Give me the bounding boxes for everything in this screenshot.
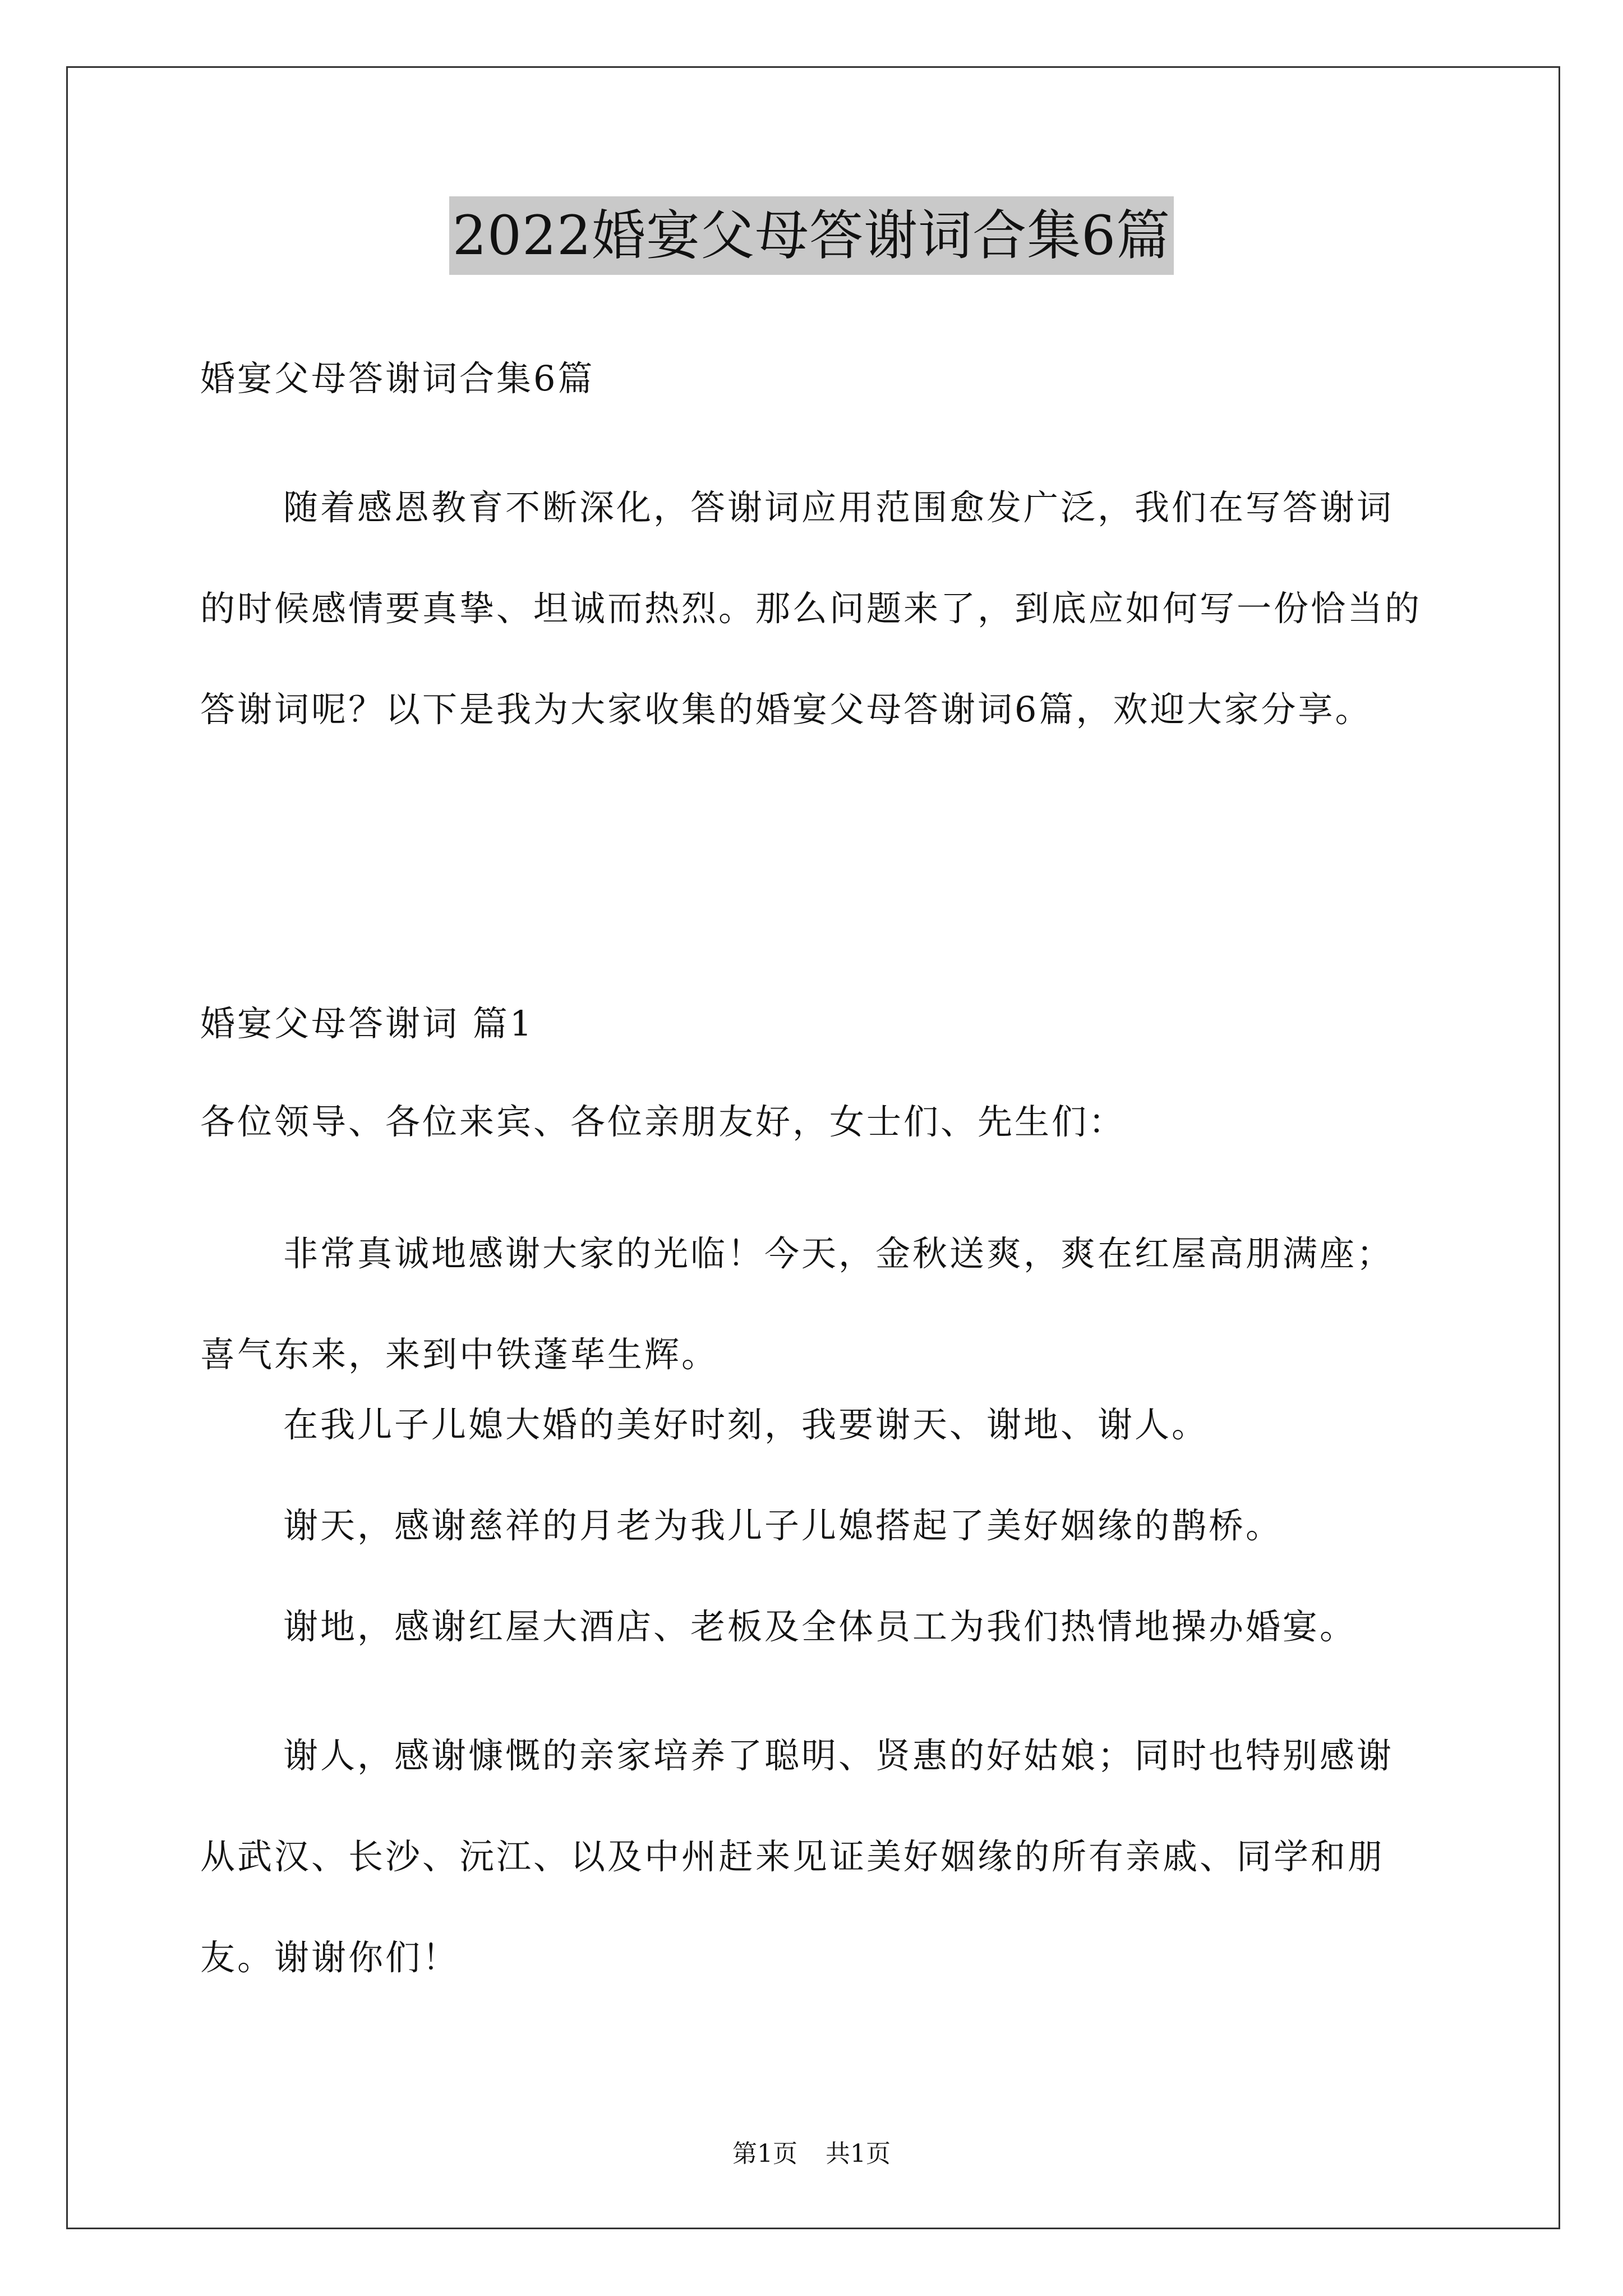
paragraph: 非常真诚地感谢大家的光临！今天，金秋送爽，爽在红屋高朋满座；喜气东来，来到中铁蓬荜生辉。 — [200, 1233, 1394, 1375]
page-footer — [0, 2137, 1623, 2171]
greeting-line: 各位领导、各位来宾、各位亲朋友好，女士们、先生们： — [200, 1101, 1126, 1142]
paragraph: 谢天，感谢慈祥的月老为我儿子儿媳搭起了美好姻缘的鹊桥。 — [283, 1505, 1283, 1546]
page-number-total: 共1页 — [826, 2139, 891, 2168]
document-title: 2022婚宴父母答谢词合集6篇 — [449, 196, 1174, 275]
title-container — [0, 196, 1623, 275]
paragraph: 在我儿子儿媳大婚的美好时刻，我要谢天、谢地、谢人。 — [283, 1404, 1209, 1445]
intro-paragraph: 随着感恩教育不断深化，答谢词应用范围愈发广泛，我们在写答谢词的时候感情要真挚、坦诚而热烈。那么问题来了，到底应如何写一份恰当的答谢词呢？以下是我为大家收集的婚宴父母答谢词6篇，欢迎大家分享。 — [200, 487, 1422, 730]
document-subtitle: 婚宴父母答谢词合集6篇 — [200, 358, 595, 399]
paragraph: 谢地，感谢红屋大酒店、老板及全体员工为我们热情地操办婚宴。 — [283, 1606, 1357, 1647]
section-heading: 婚宴父母答谢词 篇1 — [200, 1003, 534, 1044]
page-number-current: 第1页 — [732, 2139, 797, 2168]
paragraph: 谢人，感谢慷慨的亲家培养了聪明、贤惠的好姑娘；同时也特别感谢从武汉、长沙、沅江、以及中州赶来见证美好姻缘的所有亲戚、同学和朋友。谢谢你们！ — [200, 1735, 1394, 1978]
